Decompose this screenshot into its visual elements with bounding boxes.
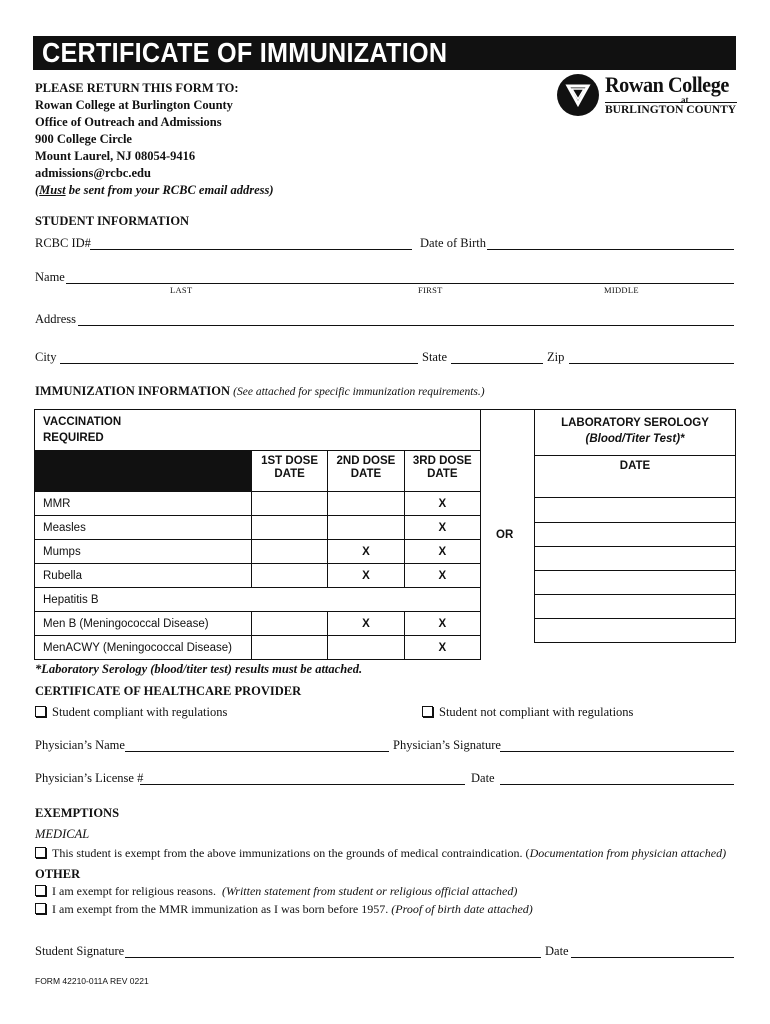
mmr-exemption-option[interactable]: I am exempt from the MMR immunization as I was born before 1957. (Proof of birth date attached) (35, 902, 533, 917)
checkbox-icon[interactable] (422, 706, 433, 717)
city-field[interactable] (60, 363, 418, 364)
dose-cell[interactable] (251, 516, 327, 540)
dose-cell[interactable] (328, 636, 404, 660)
student-signature-field[interactable] (125, 957, 541, 958)
immunization-note: (See attached for specific immunization requirements.) (233, 386, 485, 398)
dob-label: Date of Birth (420, 236, 486, 250)
logo-subtitle: BURLINGTON COUNTY (605, 104, 737, 116)
lab-header: LABORATORY SEROLOGY (Blood/Titer Test)* (535, 410, 736, 456)
or-top-rule (471, 409, 534, 410)
provider-date-label: Date (471, 771, 495, 785)
physician-name-label: Physician’s Name (35, 738, 125, 752)
vaccine-name: MMR (35, 492, 252, 516)
dose-cell[interactable]: X (328, 540, 404, 564)
checkbox-icon[interactable] (35, 903, 46, 914)
dose-cell[interactable] (251, 564, 327, 588)
physician-signature-label: Physician’s Signature (393, 738, 501, 752)
dose-cell[interactable]: X (404, 516, 480, 540)
logo-emblem-icon (557, 74, 599, 116)
not-compliant-option[interactable]: Student not compliant with regulations (422, 705, 633, 720)
name-field[interactable] (66, 283, 734, 284)
rcbc-id-label: RCBC ID# (35, 236, 91, 250)
rcbc-id-field[interactable] (90, 249, 412, 250)
state-label: State (422, 350, 447, 364)
dose-cell[interactable] (251, 612, 327, 636)
lab-date-cell[interactable] (535, 619, 736, 643)
name-first-caption: FIRST (418, 285, 443, 295)
dose-cell[interactable] (404, 588, 480, 612)
immunization-heading: IMMUNIZATION INFORMATION (35, 384, 231, 398)
lab-date-cell[interactable] (535, 595, 736, 619)
dose-cell[interactable]: X (404, 612, 480, 636)
address-label: Address (35, 312, 76, 326)
dose-cell[interactable]: X (328, 564, 404, 588)
vaccine-name: Mumps (35, 540, 252, 564)
provider-date-field[interactable] (500, 784, 734, 785)
vaccine-column-header (35, 451, 252, 492)
dose-cell[interactable]: X (404, 564, 480, 588)
student-signature-label: Student Signature (35, 944, 125, 958)
dose-cell[interactable]: X (404, 540, 480, 564)
dose3-header: 3RD DOSE DATE (404, 451, 480, 492)
dob-field[interactable] (487, 249, 734, 250)
dose2-header: 2ND DOSE DATE (328, 451, 404, 492)
lab-date-header: DATE (535, 456, 736, 498)
logo-name: Rowan College (605, 72, 729, 97)
lab-date-cell[interactable] (535, 523, 736, 547)
table-row (35, 540, 481, 564)
table-row (35, 612, 481, 636)
return-line-1: PLEASE RETURN THIS FORM TO: (35, 81, 239, 95)
checkbox-icon[interactable] (35, 885, 46, 896)
vaccine-name: Measles (35, 516, 252, 540)
dose-cell[interactable] (251, 588, 327, 612)
lab-date-cell[interactable] (535, 498, 736, 523)
compliant-option[interactable]: Student compliant with regulations (35, 705, 227, 720)
return-address (35, 80, 274, 199)
return-line-2: Rowan College at Burlington County (35, 98, 233, 112)
city-label: City (35, 350, 57, 364)
other-heading: OTHER (35, 867, 81, 881)
exemptions-heading: EXEMPTIONS (35, 806, 120, 820)
provider-heading: CERTIFICATE OF HEALTHCARE PROVIDER (35, 684, 302, 698)
physician-license-field[interactable] (140, 784, 465, 785)
vaccine-name: MenACWY (Meningococcal Disease) (35, 636, 252, 660)
vaccination-header: VACCINATION REQUIRED (35, 410, 481, 451)
return-note: (Must be sent from your RCBC email address) (35, 183, 274, 197)
religious-exemption-option[interactable]: I am exempt for religious reasons. (Written statement from student or religious official attached) (35, 884, 517, 899)
return-email[interactable]: admissions@rcbc.edu (35, 166, 151, 180)
lab-date-cell[interactable] (535, 571, 736, 595)
dose-cell[interactable] (328, 588, 404, 612)
physician-name-field[interactable] (125, 751, 389, 752)
student-date-label: Date (545, 944, 569, 958)
return-line-4: 900 College Circle (35, 132, 132, 146)
lab-date-cell[interactable] (535, 547, 736, 571)
page-title: CERTIFICATE OF IMMUNIZATION (42, 37, 448, 68)
dose-cell[interactable]: X (404, 492, 480, 516)
dose-cell[interactable] (328, 492, 404, 516)
vaccination-table (34, 409, 481, 660)
form-number: FORM 42210-011A REV 0221 (35, 976, 149, 986)
college-logo (557, 74, 737, 122)
table-row (35, 564, 481, 588)
zip-field[interactable] (569, 363, 734, 364)
or-label: OR (496, 529, 514, 541)
physician-signature-field[interactable] (500, 751, 734, 752)
dose1-header: 1ST DOSE DATE (251, 451, 327, 492)
medical-exemption-option[interactable]: This student is exempt from the above immunizations on the grounds of medical contraindication. (Documentation from physician attached) (35, 846, 726, 861)
dose-cell[interactable]: X (328, 612, 404, 636)
table-row (35, 588, 481, 612)
state-field[interactable] (451, 363, 543, 364)
name-middle-caption: MIDDLE (604, 285, 639, 295)
dose-cell[interactable] (328, 516, 404, 540)
immunization-heading-row (35, 384, 485, 399)
lab-serology-table (534, 409, 736, 643)
checkbox-icon[interactable] (35, 847, 46, 858)
dose-cell[interactable] (251, 540, 327, 564)
student-info-heading: STUDENT INFORMATION (35, 214, 190, 228)
address-field[interactable] (78, 325, 734, 326)
vaccine-name: Hepatitis B (35, 588, 252, 612)
logo-rule (605, 102, 737, 103)
vaccine-name: Men B (Meningococcal Disease) (35, 612, 252, 636)
dose-cell[interactable] (251, 636, 327, 660)
physician-license-label: Physician’s License # (35, 771, 144, 785)
vaccine-name: Rubella (35, 564, 252, 588)
name-label: Name (35, 270, 65, 284)
logo-at: at (681, 95, 689, 105)
student-date-field[interactable] (571, 957, 734, 958)
return-line-3: Office of Outreach and Admissions (35, 115, 222, 129)
zip-label: Zip (547, 350, 565, 364)
table-row (35, 636, 481, 660)
dose-cell[interactable] (251, 492, 327, 516)
table-row (35, 492, 481, 516)
serology-footnote: *Laboratory Serology (blood/titer test) results must be attached. (35, 662, 363, 676)
checkbox-icon[interactable] (35, 706, 46, 717)
medical-heading: MEDICAL (35, 827, 90, 841)
dose-cell[interactable]: X (404, 636, 480, 660)
table-row (35, 516, 481, 540)
name-last-caption: LAST (170, 285, 193, 295)
return-line-5: Mount Laurel, NJ 08054-9416 (35, 149, 196, 163)
